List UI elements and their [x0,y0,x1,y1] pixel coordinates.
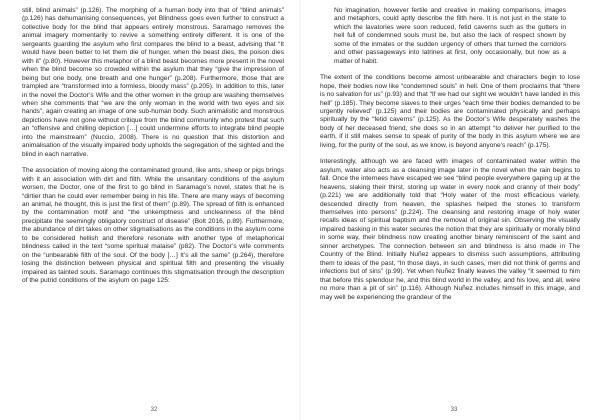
right-page-body [320,7,580,310]
left-page-body [22,7,284,294]
body-paragraph: Interestingly, although we are faced with images of contaminated water within the asylum, water also acts as a cleansing image later in the novel when the rain begins to fall. Once the internees have escaped we see “blind people everywhere gaping up at the heavens, slaking their thirst, storing up water in every nook and cranny of their body” (p.221) we are additionally told that “Holy water of the most efficacious variety, descended directly from heaven, the splashes helped the stones to transform themselves into persons” (p.224). The cleansing and restoring image of holy water recalls ideas of spiritual baptism and the removal of original sin. Observing the visually impaired basking in this water secures the notion that they are spiritually or morally blind in some way, their blindness now creating another binary reminiscent of the saint and sinner archetypes. The connection between sin and blindness is also made in The Country of the Blind. Initially Nuñez appears to dismiss such assumptions, attributing them to ideas of the past, “In those days, in such cases, men did not think of germs and infections but of sins” (p.99). Yet when Nuñez finally leaves the valley “it seemed to him that before this splendour he, and this blind world in the valley, and his love, and all, were no more than a pit of sin” (p.116). Although Nuñez includes himself in this image, and may well be experiencing the grandeur of the [320,158,580,301]
page-number: 32 [150,407,158,413]
body-paragraph: still, blind animals” (p.126). The morphing of a human body into that of “blind animals” (p.126) has dehumanising consequences, yet Blindness goes even further to construct a collective body for the blind that appears entirely monstrous. Saramago removes the animal imagery momentarily to revive a something entirely different. It is one of the sergeants guarding the asylum who first compares the blind to a beast, advising that “It would have been better to let them die of hunger, when the beast dies, the poison dies with it” (p.80). However this metaphor of a blind beast becomes more present in the novel when the blind become so crowded within the asylum that they “give the impression of being but one body, one breath and one hunger” (p.208). Furthermore, those that are trampled are “transformed into a formless, bloody mass” (p.205). In addition to this, later in the novel the Doctor’s Wife and the other women in the group are washing themselves when she comments that “we are the only woman in the world with two eyes and six hands”, again creating an image of one sub-human body. Such animalistic and monstrous depictions have not gone without critique from the blind community who protest that such an “offensive and chilling depiction […] could undermine efforts to integrate blind people into the mainstream” (Nuccio, 2008). There is no question that this distortion and animalisation of the visually impaired body upholds the segregation of the sighted and the blind in each narrative. [22,7,284,158]
body-paragraph: The extent of the conditions become almost unbearable and characters begin to lose hope, their bodies now like “condemned souls” in hell. One of them proclaims that “there is no salvation for us” (p.93) and that “If we had our sight we wouldn’t have landed in this hell” (p.185). They become slaves to their urges “each time their bodies demanded to be urgently relieved” (p.125) and their bodies are contaminated physically and perhaps spiritually by the “fetid caverns” (p.125). As the Doctor’s Wife desperately washes the body of her deceased friend, she does so in an attempt “to deliver her purified to the earth, if it still makes sense to speak of purity of the body in this asylum where we are living, for the purity of the soul, as we know, is beyond anyone’s reach” (p.175). [320,74,580,149]
page-number: 33 [450,407,458,413]
block-quote: No imagination, however fertile and creative in making comparisons, images and metaphors, could aptly describe the filth here. It is not just in the state to which the lavatories were soon reduced, fetid caverns such as the gutters in hell full of condemned souls must be, but also the lack of respect shown by some of the inmates or the sudden urgency of others that turned the corridors and other passageways into latrines at first, only occasionally, but now as a matter of habit. [334,7,566,65]
body-paragraph: The association of moving along the contaminated ground, like ants, sheep or pigs brings with it an association with dirt and filth. While the unsanitary conditions of the asylum worsen, the Doctor, one of the first to go blind in Saramago’s novel, states that he is “dirtier than he could ever remember being in his life. There are many ways of becoming an animal, he thought, this is just the first of them” (p.89). The spread of filth is enhanced by the contamination motif and “the unkemptness and uncleanness of the blind precipitate the seemingly obligatory construct of disease” (Bolt 2016, p.89). Furthermore, the abundance of dirt takes on other stigmatisations as the conditions in the asylum come to be considered hellish and therefore resonate with another type of metaphorical blindness called in the text “some spiritual malaise” (p82). The Doctor’s wife comments on the “unbearable filth of the soul. Of the body […] It’s all the same” (p.264), therefore losing the distinction between physical and spiritual filth and presenting the visually impaired as tainted souls. Saramago continues this stigmatisation through the description of the putrid conditions of the asylum on page 125: [22,167,284,285]
right-page [300,0,600,420]
